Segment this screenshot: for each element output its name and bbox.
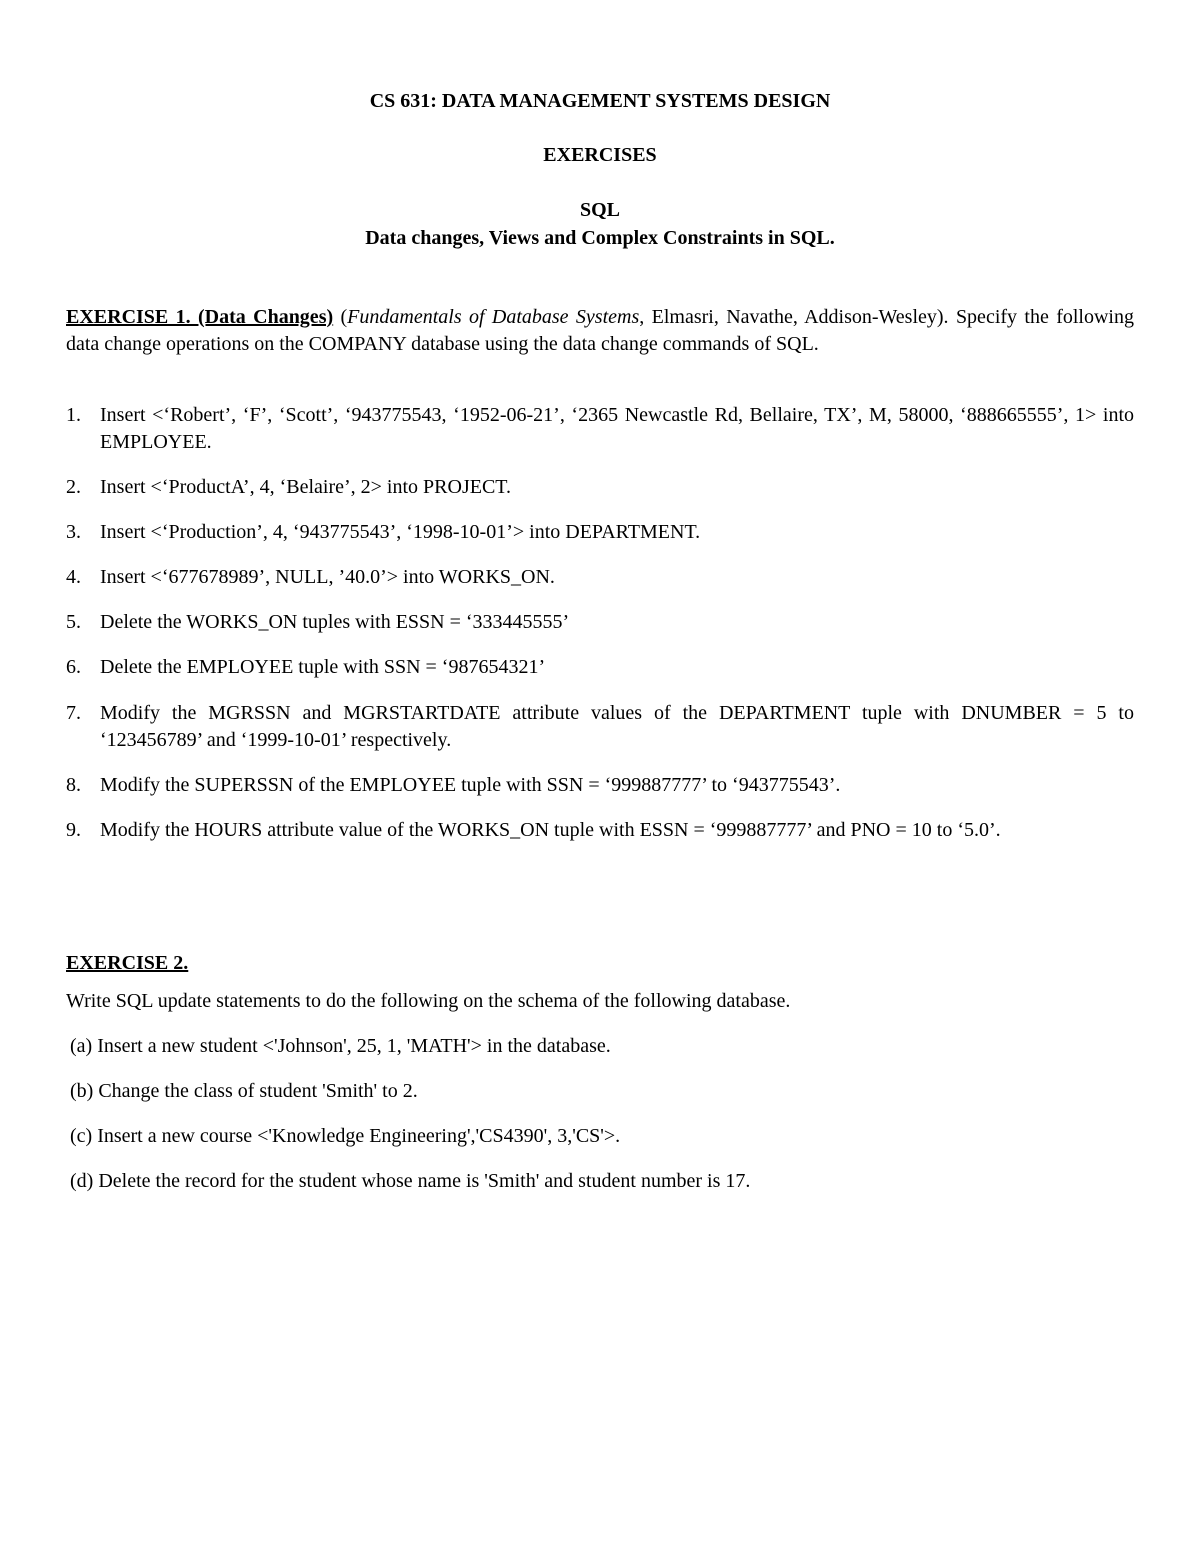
list-item: [66, 700, 1134, 754]
topic-heading: SQL: [579, 199, 621, 221]
list-item-number: 5.: [66, 611, 81, 633]
list-item-text: Modify the HOURS attribute value of the WORKS_ON tuple with ESSN = ‘999887777’ and PNO = 10 to ‘5.0’.: [100, 819, 1001, 841]
list-item-number: 4.: [66, 566, 81, 588]
subtitle: Data changes, Views and Complex Constraints in SQL.: [365, 227, 835, 249]
citation-open: (: [333, 306, 348, 328]
doc-type-heading: EXERCISES: [543, 144, 657, 166]
list-item-number: 3.: [66, 521, 81, 543]
list-item-text: Modify the MGRSSN and MGRSTARTDATE attribute values of the DEPARTMENT tuple with DNUMBER = 5 to ‘123456789’ and ‘1999-10-01’ respectively.: [100, 702, 1134, 751]
list-item-number: 2.: [66, 476, 81, 498]
exercise2-intro: Write SQL update statements to do the following on the schema of the following database.: [66, 990, 791, 1012]
list-item: [66, 474, 1134, 501]
list-item: (a) Insert a new student <'Johnson', 25, 1, 'MATH'> in the database.: [70, 1035, 611, 1057]
exercise2-section: [66, 950, 1134, 977]
list-item: [66, 564, 1134, 591]
list-item-number: 9.: [66, 819, 81, 841]
list-item-number: 6.: [66, 656, 81, 678]
list-item-number: 8.: [66, 774, 81, 796]
book-title: Fundamentals of Database Systems: [347, 306, 640, 328]
list-item-text: Insert <‘ProductA’, 4, ‘Belaire’, 2> into PROJECT.: [100, 476, 512, 498]
list-item-text: Modify the SUPERSSN of the EMPLOYEE tuple with SSN = ‘999887777’ to ‘943775543’.: [100, 774, 841, 796]
list-item: (c) Insert a new course <'Knowledge Engineering','CS4390', 3,'CS'>.: [70, 1125, 621, 1147]
list-item-text: Insert <‘Production’, 4, ‘943775543’, ‘1998-10-01’> into DEPARTMENT.: [100, 521, 701, 543]
list-item-text: Delete the EMPLOYEE tuple with SSN = ‘987654321’: [100, 656, 546, 678]
exercise1-paragraph: [66, 304, 1134, 358]
course-title: CS 631: DATA MANAGEMENT SYSTEMS DESIGN: [369, 90, 831, 112]
list-item: [66, 402, 1134, 456]
list-item-number: 7.: [66, 702, 81, 724]
list-item-text: Delete the WORKS_ON tuples with ESSN = ‘333445555’: [100, 611, 570, 633]
list-item: [66, 654, 1134, 681]
exercise1-heading: EXERCISE 1. (Data Changes): [66, 306, 334, 328]
list-item: [66, 817, 1134, 844]
list-item: [66, 609, 1134, 636]
list-item-text: Insert <‘Robert’, ‘F’, ‘Scott’, ‘943775543, ‘1952-06-21’, ‘2365 Newcastle Rd, Bellaire, TX’, M, 58000, ‘888665555’, 1> into EMPLOYEE.: [100, 404, 1134, 453]
list-item: [66, 519, 1134, 546]
list-item-number: 1.: [66, 404, 81, 426]
list-item: [66, 772, 1134, 799]
exercise2-heading: EXERCISE 2.: [66, 952, 189, 974]
list-item: (d) Delete the record for the student whose name is 'Smith' and student number is 17.: [70, 1170, 751, 1192]
citation-rest: , Elmasri, Navathe, Addison-Wesley).: [639, 306, 949, 328]
list-item: (b) Change the class of student 'Smith' to 2.: [70, 1080, 418, 1102]
exercise1-intro: Specify the following data change operations on the COMPANY database using the data change commands of SQL.: [66, 306, 1134, 355]
list-item-text: Insert <‘677678989’, NULL, ’40.0’> into WORKS_ON.: [100, 566, 555, 588]
